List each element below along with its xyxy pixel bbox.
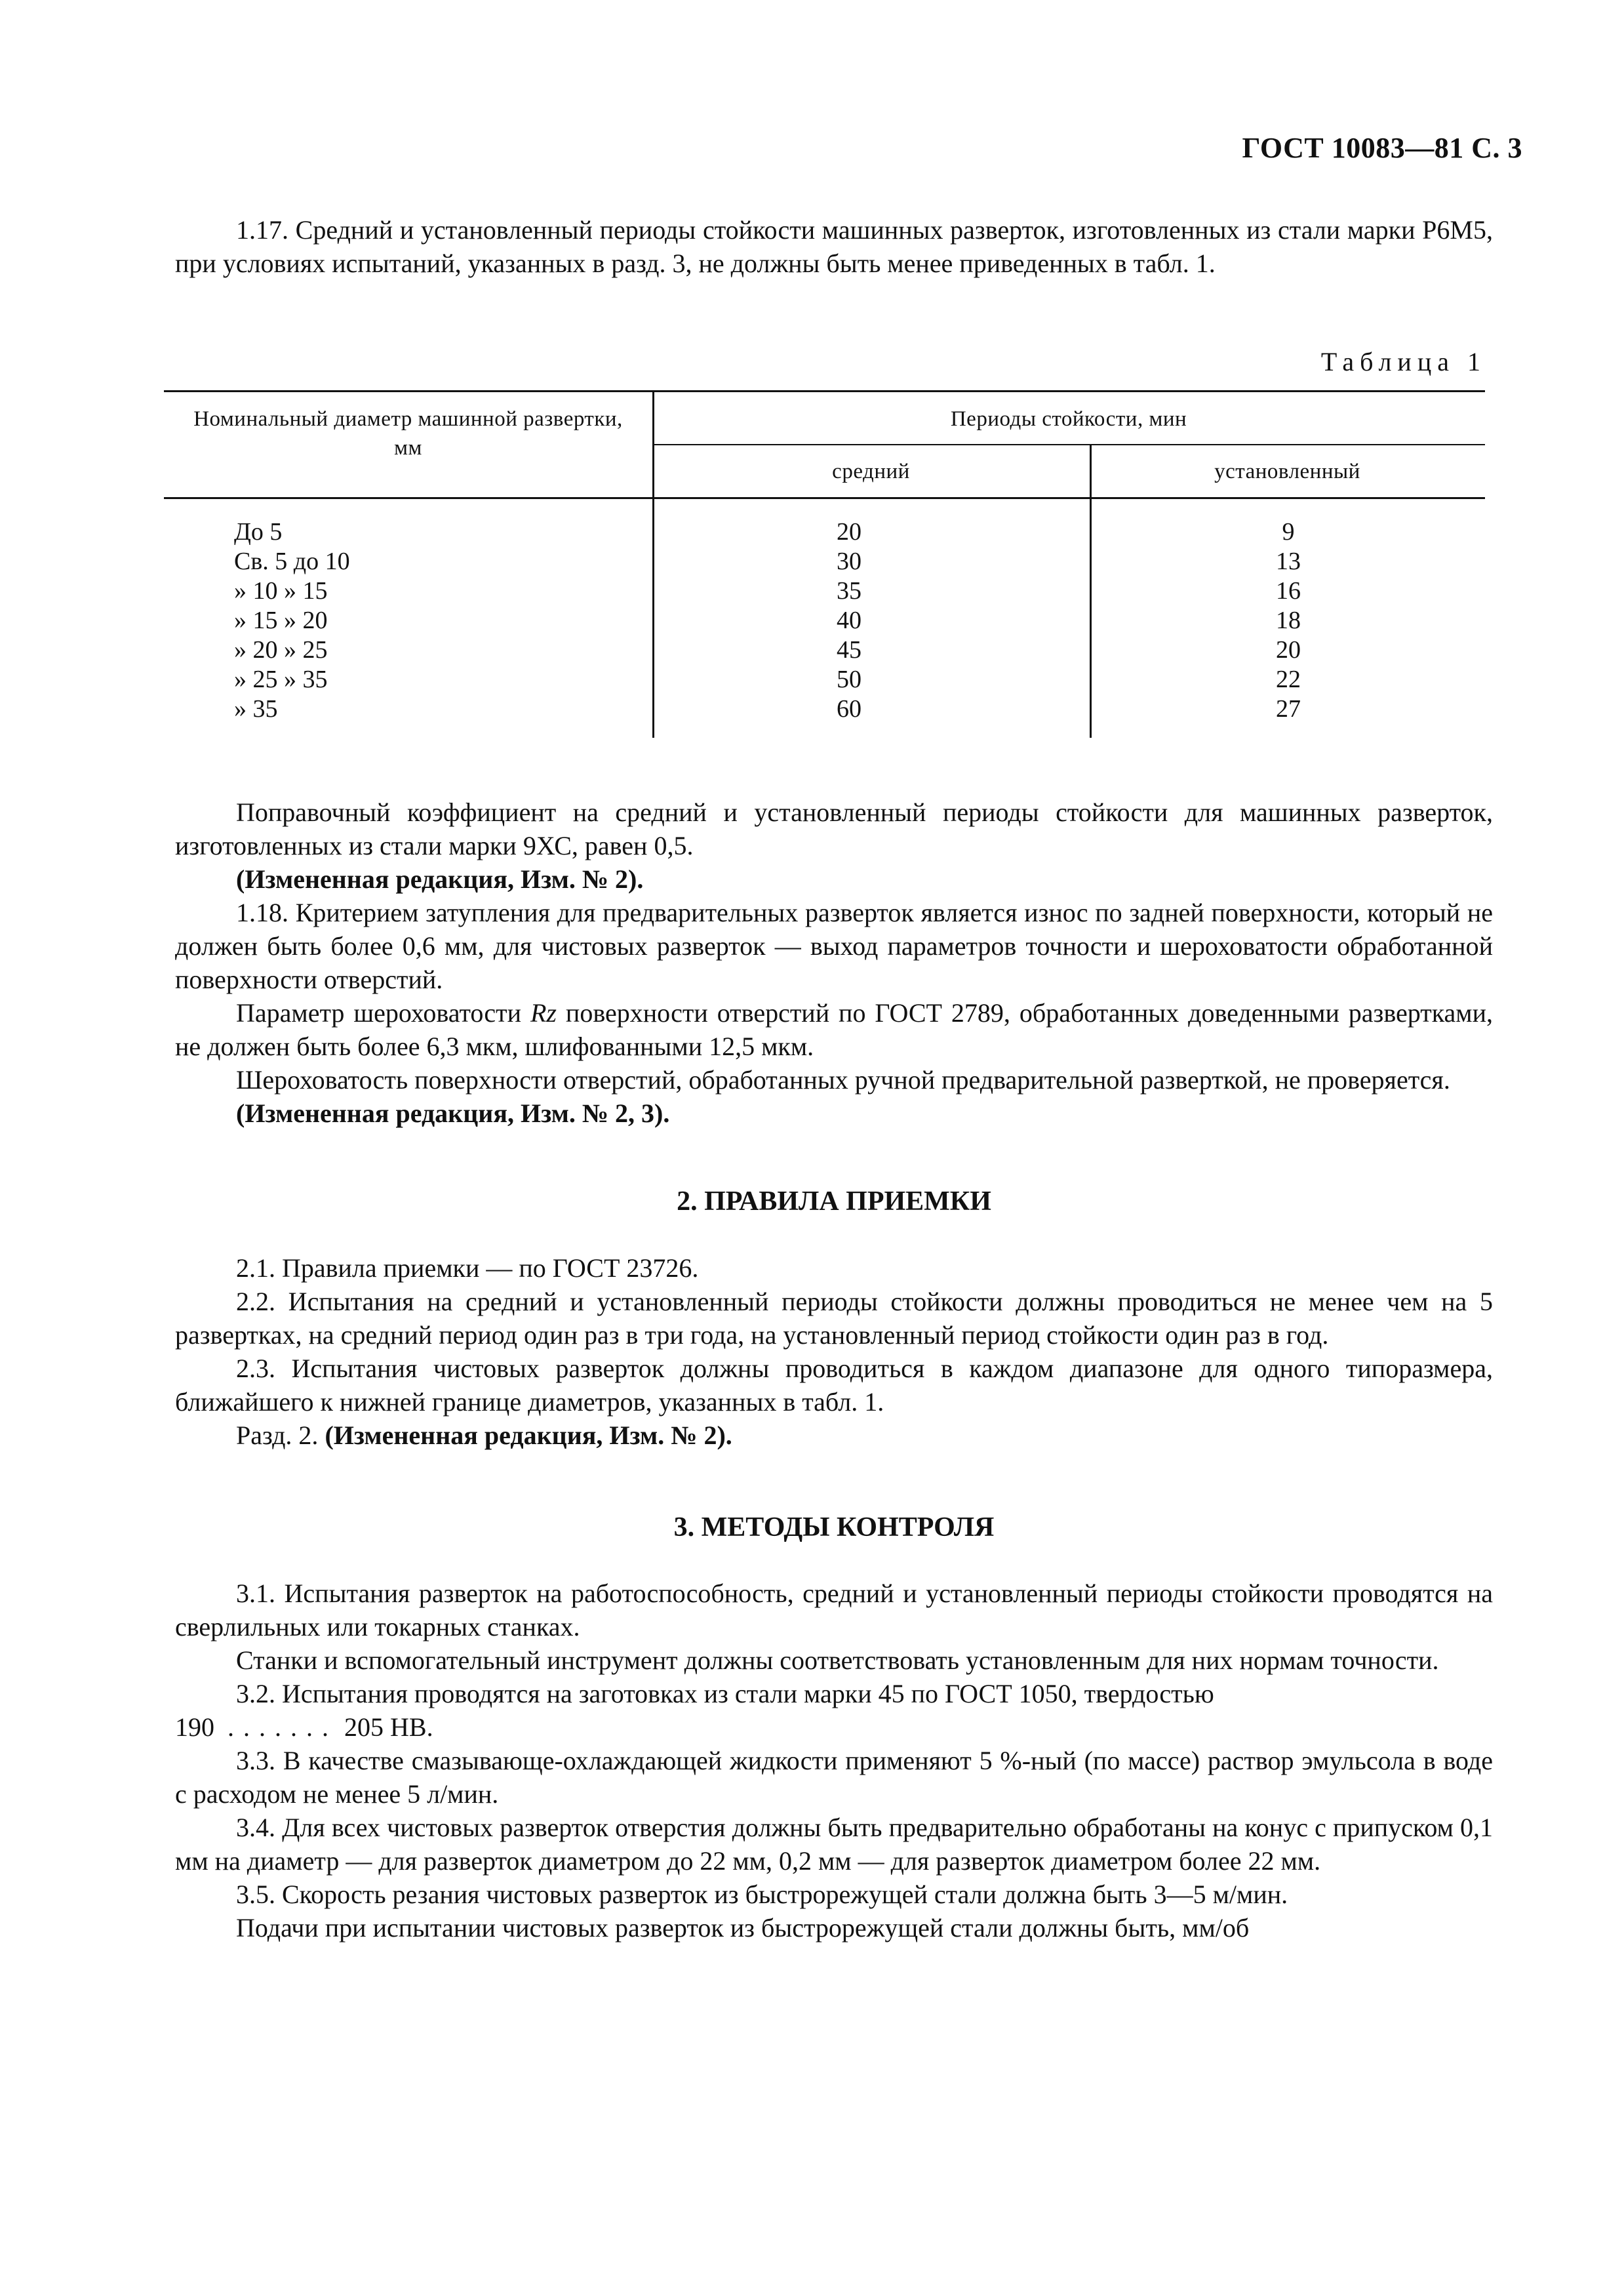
table-cell: 16 — [1276, 577, 1301, 605]
paragraph-3-1: 3.1. Испытания разверток на работоспособность, средний и установленный периоды стойкости проводятся на сверлильных или токарных станках. — [175, 1579, 1493, 1641]
table-group-rule — [652, 444, 1485, 445]
table-cell: 35 — [837, 577, 862, 605]
paragraph-1-17: 1.17. Средний и установленный периоды стойкости машинных разверток, изготовленных из стали марки Р6М5, при условиях испытаний, указанных в разд. 3, не должны быть менее приведенных в табл. 1. — [175, 215, 1493, 278]
table-cell: » 20 » 25 — [234, 636, 328, 664]
table-cell: 20 — [837, 518, 862, 546]
table-cell: Св. 5 до 10 — [234, 548, 350, 575]
durability-table — [164, 390, 1485, 738]
amendment-note: Разд. 2. (Измененная редакция, Изм. № 2). — [236, 1420, 732, 1450]
table-cell: » 25 » 35 — [234, 666, 328, 693]
paragraph-roughness: Шероховатость поверхности отверстий, обработанных ручной предварительной разверткой, не проверяется. — [236, 1065, 1450, 1095]
col-periods-header: Периоды стойкости, мин — [950, 407, 1187, 431]
paragraph-rz: Параметр шероховатости Rz поверхности отверстий по ГОСТ 2789, обработанных доведенными развертками, не должен быть более 6,3 мкм, шлифованными 12,5 мкм. — [175, 998, 1493, 1061]
table-cell: » 15 » 20 — [234, 607, 328, 634]
paragraph-3-5-feeds: Подачи при испытании чистовых разверток из быстрорежущей стали должны быть, мм/об — [236, 1913, 1250, 1943]
paragraph-3-2: 3.2. Испытания проводятся на заготовках из стали марки 45 по ГОСТ 1050, твердостью — [236, 1679, 1214, 1708]
table-cell: 18 — [1276, 607, 1301, 634]
section-3-heading: 3. МЕТОДЫ КОНТРОЛЯ — [673, 1512, 995, 1542]
paragraph-2-2: 2.2. Испытания на средний и установленный периоды стойкости должны проводиться не менее чем на 5 развертках, на средний период один раз в три года, на установленный период стойкости один раз в год. — [175, 1287, 1493, 1350]
section-1-continued — [175, 796, 1493, 1130]
table-cell: 50 — [837, 666, 862, 693]
diameter-column — [234, 517, 350, 724]
table-cell: » 10 » 15 — [234, 577, 328, 605]
established-column — [1262, 517, 1315, 724]
amendment-note: (Измененная редакция, Изм. № 2, 3). — [236, 1098, 670, 1128]
table-cell: 20 — [1276, 636, 1301, 664]
table-cell: 22 — [1276, 666, 1301, 693]
page-header: ГОСТ 10083—81 С. 3 — [1242, 132, 1522, 164]
table-caption: Таблица 1 — [1320, 347, 1486, 376]
amendment-note: (Измененная редакция, Изм. № 2). — [236, 864, 644, 894]
table-header-rule — [164, 497, 1485, 499]
table-cell: 30 — [837, 548, 862, 575]
paragraph-2-3: 2.3. Испытания чистовых разверток должны проводиться в каждом диапазоне для одного типоразмера, ближайшего к нижней границе диаметров, указанных в табл. 1. — [175, 1354, 1493, 1417]
average-column — [823, 517, 875, 724]
table-cell: 40 — [837, 607, 862, 634]
section-3 — [175, 1577, 1493, 1944]
table-divider-1 — [652, 390, 654, 738]
paragraph-correction: Поправочный коэффициент на средний и установленный периоды стойкости для машинных разверток, изготовленных из стали марки 9ХС, равен 0,5. — [175, 797, 1493, 860]
paragraph-3-4: 3.4. Для всех чистовых разверток отверстия должны быть предварительно обработаны на конус с припуском 0,1 мм на диаметр — для разверток диаметром до 22 мм, 0,2 мм — для разверток диаметром более 22 мм. — [175, 1813, 1493, 1876]
paragraph-3-2-hardness: 190 ....... 205 НВ. — [175, 1712, 433, 1742]
table-top-rule — [164, 390, 1485, 392]
table-cell: 27 — [1276, 695, 1301, 723]
paragraph-3-5: 3.5. Скорость резания чистовых разверток из быстрорежущей стали должна быть 3—5 м/мин. — [236, 1880, 1288, 1909]
table-divider-2 — [1090, 445, 1092, 738]
paragraph-2-1: 2.1. Правила приемки — по ГОСТ 23726. — [236, 1253, 699, 1283]
table-cell: » 35 — [234, 695, 278, 723]
paragraph-3-1-machines: Станки и вспомогательный инструмент должны соответствовать установленным для них нормам точности. — [236, 1645, 1439, 1675]
table-cell: 45 — [837, 636, 862, 664]
section-2 — [175, 1251, 1493, 1452]
paragraph-1-18: 1.18. Критерием затупления для предварительных разверток является износ по задней поверхности, который не должен быть более 0,6 мм, для чистовых разверток — выход параметров точности и шероховатости обработанной поверхности отверстий. — [175, 898, 1493, 994]
table-cell: 13 — [1276, 548, 1301, 575]
paragraph-3-3: 3.3. В качестве смазывающе-охлаждающей жидкости применяют 5 %-ный (по массе) раствор эмульсола в воде с расходом не менее 5 л/мин. — [175, 1746, 1493, 1809]
table-cell: До 5 — [234, 518, 283, 546]
table-cell: 9 — [1282, 518, 1295, 546]
col-diameter-header: Номинальный диаметр машинной развертки, мм — [193, 407, 623, 460]
section-2-heading: 2. ПРАВИЛА ПРИЕМКИ — [677, 1186, 991, 1217]
col-average-header: средний — [832, 460, 910, 483]
table-cell: 60 — [837, 695, 862, 723]
col-established-header: установленный — [1214, 460, 1360, 483]
